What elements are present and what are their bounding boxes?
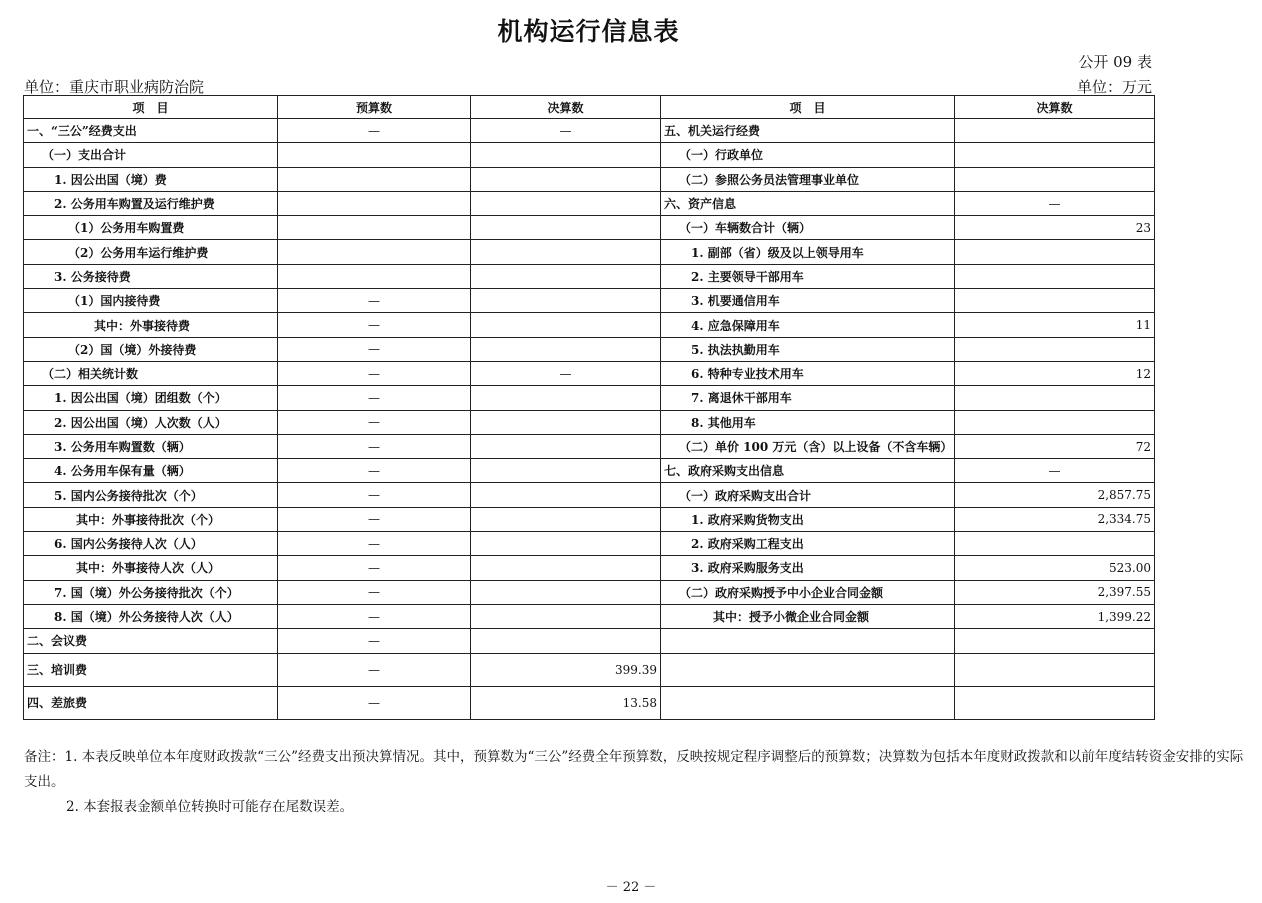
final-cell: 13.58 — [471, 686, 661, 719]
right-final-cell — [955, 629, 1155, 653]
table-row — [24, 337, 1155, 361]
right-row-label — [661, 629, 955, 653]
right-final-cell: 23 — [955, 216, 1155, 240]
right-row-label: （二）单价 100 万元（含）以上设备（不含车辆） — [661, 434, 955, 458]
table-row — [24, 216, 1155, 240]
final-cell — [471, 556, 661, 580]
final-cell — [471, 507, 661, 531]
row-label: （1）国内接待费 — [24, 289, 278, 313]
budget-cell: — — [278, 289, 471, 313]
right-final-cell — [955, 167, 1155, 191]
right-row-label: 其中：授予小微企业合同金额 — [661, 604, 955, 628]
row-label: 四、差旅费 — [24, 686, 278, 719]
right-final-cell: 11 — [955, 313, 1155, 337]
budget-cell: — — [278, 386, 471, 410]
row-label: 4. 公务用车保有量（辆） — [24, 459, 278, 483]
right-row-label: 6. 特种专业技术用车 — [661, 361, 955, 385]
right-final-cell — [955, 532, 1155, 556]
currency-unit: 单位：万元 — [1076, 78, 1152, 96]
table-row — [24, 119, 1155, 143]
budget-cell — [278, 216, 471, 240]
info-table — [23, 95, 1155, 720]
right-row-label: 六、资产信息 — [661, 191, 955, 215]
final-cell — [471, 386, 661, 410]
final-cell — [471, 629, 661, 653]
page-number: － 22 － — [605, 880, 657, 895]
budget-cell: — — [278, 604, 471, 628]
final-cell: — — [471, 361, 661, 385]
row-label: 3. 公务用车购置数（辆） — [24, 434, 278, 458]
row-label: 8. 国（境）外公务接待人次（人） — [24, 604, 278, 628]
row-label: （2）国（境）外接待费 — [24, 337, 278, 361]
form-number: 公开 09 表 — [1078, 53, 1152, 71]
table-row — [24, 686, 1155, 719]
budget-cell — [278, 167, 471, 191]
right-final-cell — [955, 386, 1155, 410]
budget-cell: — — [278, 556, 471, 580]
final-cell: — — [471, 119, 661, 143]
right-row-label: 5. 执法执勤用车 — [661, 337, 955, 361]
header-final-right: 决算数 — [955, 96, 1155, 119]
right-row-label: 1. 副部（省）级及以上领导用车 — [661, 240, 955, 264]
final-cell — [471, 191, 661, 215]
right-final-cell — [955, 119, 1155, 143]
right-final-cell: 1,399.22 — [955, 604, 1155, 628]
right-row-label: （二）参照公务员法管理事业单位 — [661, 167, 955, 191]
budget-cell: — — [278, 119, 471, 143]
right-row-label: 五、机关运行经费 — [661, 119, 955, 143]
right-row-label: 3. 机要通信用车 — [661, 289, 955, 313]
final-cell — [471, 532, 661, 556]
row-label: 其中：外事接待人次（人） — [24, 556, 278, 580]
final-cell — [471, 337, 661, 361]
budget-cell — [278, 240, 471, 264]
table-row — [24, 483, 1155, 507]
final-cell — [471, 459, 661, 483]
final-cell — [471, 313, 661, 337]
right-final-cell: 12 — [955, 361, 1155, 385]
right-row-label: 8. 其他用车 — [661, 410, 955, 434]
budget-cell — [278, 191, 471, 215]
row-label: 1. 因公出国（境）费 — [24, 167, 278, 191]
row-label: 二、会议费 — [24, 629, 278, 653]
row-label: 1. 因公出国（境）团组数（个） — [24, 386, 278, 410]
table-row — [24, 532, 1155, 556]
right-row-label: 4. 应急保障用车 — [661, 313, 955, 337]
row-label: （1）公务用车购置费 — [24, 216, 278, 240]
right-final-cell: 2,334.75 — [955, 507, 1155, 531]
budget-cell: — — [278, 580, 471, 604]
right-row-label: （二）政府采购授予中小企业合同金额 — [661, 580, 955, 604]
budget-cell: — — [278, 313, 471, 337]
note-2: 2. 本套报表金额单位转换时可能存在尾数误差。 — [66, 799, 354, 815]
table-row — [24, 191, 1155, 215]
row-label: 6. 国内公务接待人次（人） — [24, 532, 278, 556]
right-row-label: 3. 政府采购服务支出 — [661, 556, 955, 580]
right-final-cell: 2,857.75 — [955, 483, 1155, 507]
row-label: 2. 公务用车购置及运行维护费 — [24, 191, 278, 215]
table-row — [24, 434, 1155, 458]
right-final-cell: — — [955, 191, 1155, 215]
header-budget: 预算数 — [278, 96, 471, 119]
right-final-cell: 523.00 — [955, 556, 1155, 580]
final-cell — [471, 264, 661, 288]
right-row-label: 2. 政府采购工程支出 — [661, 532, 955, 556]
table-row — [24, 604, 1155, 628]
table-row — [24, 167, 1155, 191]
table-row — [24, 459, 1155, 483]
right-row-label: （一）政府采购支出合计 — [661, 483, 955, 507]
row-label: 5. 国内公务接待批次（个） — [24, 483, 278, 507]
table-row — [24, 289, 1155, 313]
header-item-left: 项 目 — [24, 96, 278, 119]
row-label: 其中：外事接待费 — [24, 313, 278, 337]
budget-cell: — — [278, 410, 471, 434]
table-row — [24, 653, 1155, 686]
budget-cell: — — [278, 532, 471, 556]
table-row — [24, 264, 1155, 288]
row-label: 其中：外事接待批次（个） — [24, 507, 278, 531]
budget-cell: — — [278, 483, 471, 507]
final-cell — [471, 289, 661, 313]
right-final-cell — [955, 264, 1155, 288]
budget-cell: — — [278, 459, 471, 483]
final-cell — [471, 483, 661, 507]
row-label: 3. 公务接待费 — [24, 264, 278, 288]
right-row-label: 1. 政府采购货物支出 — [661, 507, 955, 531]
budget-cell: — — [278, 686, 471, 719]
right-final-cell — [955, 240, 1155, 264]
table-row — [24, 410, 1155, 434]
budget-cell: — — [278, 337, 471, 361]
table-row — [24, 386, 1155, 410]
table-row — [24, 580, 1155, 604]
table-header-row — [24, 96, 1155, 119]
right-row-label: 7. 离退休干部用车 — [661, 386, 955, 410]
table-row — [24, 313, 1155, 337]
row-label: （2）公务用车运行维护费 — [24, 240, 278, 264]
row-label: 三、培训费 — [24, 653, 278, 686]
table-row — [24, 240, 1155, 264]
table-row — [24, 143, 1155, 167]
right-final-cell — [955, 289, 1155, 313]
row-label: 7. 国（境）外公务接待批次（个） — [24, 580, 278, 604]
final-cell — [471, 410, 661, 434]
final-cell — [471, 580, 661, 604]
budget-cell: — — [278, 507, 471, 531]
right-final-cell — [955, 337, 1155, 361]
table-row — [24, 629, 1155, 653]
budget-cell: — — [278, 653, 471, 686]
note-1: 备注：1. 本表反映单位本年度财政拨款“三公”经费支出预决算情况。其中，预算数为“三公”经费全年预算数，反映按规定程序调整后的预算数；决算数为包括本年度财政拨款和以前年度结转资金安排的实际支出。 — [24, 749, 1244, 790]
right-final-cell — [955, 653, 1155, 686]
right-row-label: （一）车辆数合计（辆） — [661, 216, 955, 240]
right-row-label — [661, 653, 955, 686]
final-cell — [471, 167, 661, 191]
right-row-label: 七、政府采购支出信息 — [661, 459, 955, 483]
table-row — [24, 361, 1155, 385]
right-final-cell — [955, 143, 1155, 167]
final-cell — [471, 604, 661, 628]
right-final-cell — [955, 410, 1155, 434]
row-label: 一、“三公”经费支出 — [24, 119, 278, 143]
budget-cell: — — [278, 629, 471, 653]
right-final-cell — [955, 686, 1155, 719]
row-label: （一）支出合计 — [24, 143, 278, 167]
header-item-right: 项 目 — [661, 96, 955, 119]
right-row-label — [661, 686, 955, 719]
right-row-label: （一）行政单位 — [661, 143, 955, 167]
notes — [24, 745, 1254, 820]
table-row — [24, 507, 1155, 531]
reporting-unit: 单位：重庆市职业病防治院 — [24, 78, 205, 96]
final-cell — [471, 240, 661, 264]
row-label: （二）相关统计数 — [24, 361, 278, 385]
budget-cell: — — [278, 361, 471, 385]
budget-cell: — — [278, 434, 471, 458]
final-cell — [471, 143, 661, 167]
right-row-label: 2. 主要领导干部用车 — [661, 264, 955, 288]
budget-cell — [278, 264, 471, 288]
final-cell — [471, 216, 661, 240]
right-final-cell: 2,397.55 — [955, 580, 1155, 604]
budget-cell — [278, 143, 471, 167]
right-final-cell: — — [955, 459, 1155, 483]
header-final-left: 决算数 — [471, 96, 661, 119]
final-cell — [471, 434, 661, 458]
final-cell: 399.39 — [471, 653, 661, 686]
right-final-cell: 72 — [955, 434, 1155, 458]
table-row — [24, 556, 1155, 580]
row-label: 2. 因公出国（境）人次数（人） — [24, 410, 278, 434]
page-title: 机构运行信息表 — [497, 17, 680, 46]
